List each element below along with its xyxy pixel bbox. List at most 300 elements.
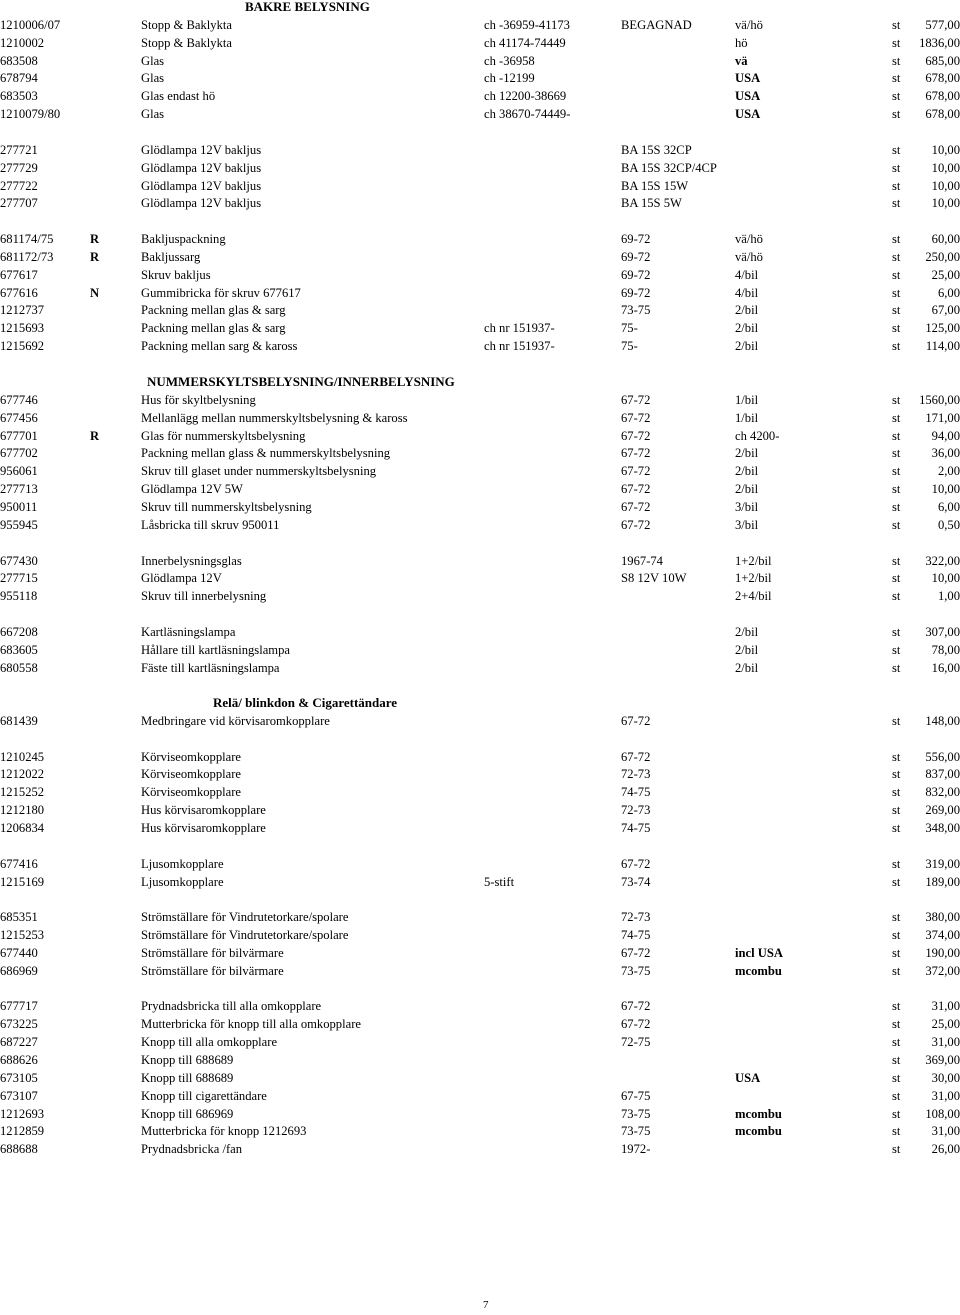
model-year: BA 15S 15W — [621, 178, 689, 193]
unit: st — [892, 1070, 901, 1085]
part-number: 683508 — [0, 53, 38, 68]
part-number: 1215169 — [0, 874, 45, 889]
table-row — [0, 409, 960, 427]
unit: st — [892, 142, 901, 157]
model-year: 67-72 — [621, 392, 651, 407]
note: 2/bil — [735, 660, 759, 675]
table-row — [0, 230, 960, 248]
model-year: 74-75 — [621, 820, 651, 835]
price: 678,00 — [925, 71, 960, 86]
chassis-range: ch -36959-41173 — [484, 17, 570, 32]
price: 190,00 — [925, 945, 960, 960]
price: 148,00 — [925, 713, 960, 728]
unit: st — [892, 660, 901, 675]
price: 67,00 — [931, 303, 960, 318]
model-year: 67-72 — [621, 482, 651, 497]
part-number: 688688 — [0, 1142, 38, 1157]
price: 16,00 — [931, 660, 960, 675]
unit: st — [892, 410, 901, 425]
unit: st — [892, 945, 901, 960]
description: Glödlampa 12V 5W — [141, 482, 243, 497]
unit: st — [892, 928, 901, 943]
part-number: 688626 — [0, 1053, 38, 1067]
price: 6,00 — [937, 285, 960, 300]
price: 31,00 — [931, 999, 960, 1014]
part-number: 1212693 — [0, 1106, 45, 1121]
price: 78,00 — [931, 642, 960, 657]
table-row — [0, 498, 960, 516]
unit: st — [892, 499, 901, 514]
unit: st — [892, 785, 901, 800]
table-row — [0, 908, 960, 926]
description: Stopp & Baklykta — [141, 35, 232, 50]
description: Körviseomkopplare — [141, 767, 242, 782]
unit: st — [892, 232, 901, 247]
part-number: 681172/73 — [0, 249, 54, 264]
model-year: 67-72 — [621, 499, 651, 514]
description: Prydnadsbricka till alla omkopplare — [141, 999, 322, 1014]
chassis-range: ch nr 151937- — [484, 339, 555, 354]
price: 10,00 — [931, 160, 960, 175]
table-row — [0, 16, 960, 34]
table-row — [0, 855, 960, 873]
part-number: 277715 — [0, 571, 38, 586]
description: Glödlampa 12V bakljus — [141, 142, 262, 157]
chassis-range: ch 12200-38669 — [484, 89, 567, 104]
unit: st — [892, 446, 901, 461]
description: Glas för nummerskyltsbelysning — [141, 428, 306, 443]
price: 171,00 — [925, 410, 960, 425]
description: Körviseomkopplare — [141, 785, 242, 800]
note: mcombu — [735, 1106, 782, 1121]
note: vä/hö — [735, 249, 763, 264]
description: Mellanlägg mellan nummerskyltsbelysning & kaross — [141, 410, 408, 425]
model-year: 67-72 — [621, 1017, 651, 1032]
unit: st — [892, 767, 901, 782]
table-row — [0, 427, 960, 445]
unit: st — [892, 71, 901, 86]
unit: st — [892, 321, 901, 336]
unit: st — [892, 267, 901, 282]
description: Gummibricka för skruv 677617 — [141, 285, 301, 300]
note: USA — [735, 1070, 761, 1085]
description: Strömställare för Vindrutetorkare/spolare — [141, 910, 349, 925]
unit: st — [892, 1142, 901, 1157]
note: hö — [735, 35, 748, 50]
model-year: 73-75 — [621, 303, 651, 318]
price: 678,00 — [925, 89, 960, 104]
model-year: 74-75 — [621, 928, 651, 943]
price: 10,00 — [931, 482, 960, 497]
model-year: 73-75 — [621, 963, 651, 978]
table-row — [0, 462, 960, 480]
description: Glas — [141, 53, 165, 68]
part-number: 1210006/07 — [0, 17, 61, 32]
description: Skruv bakljus — [141, 267, 211, 282]
unit: st — [892, 1035, 901, 1050]
note: 1+2/bil — [735, 553, 772, 568]
price: 374,00 — [925, 928, 960, 943]
table-row — [0, 284, 960, 302]
description: Knopp till 686969 — [141, 1106, 234, 1121]
part-number: 677701 — [0, 428, 38, 443]
table-row — [0, 1140, 960, 1158]
model-year: 1972- — [621, 1142, 651, 1157]
description: Glas endast hö — [141, 89, 216, 104]
price: 10,00 — [931, 142, 960, 157]
table-row — [0, 391, 960, 409]
part-number: 1215693 — [0, 321, 45, 336]
model-year: 67-72 — [621, 410, 651, 425]
unit: st — [892, 820, 901, 835]
price: 26,00 — [931, 1142, 960, 1157]
unit: st — [892, 178, 901, 193]
table-row — [0, 1105, 960, 1123]
model-year: 75- — [621, 339, 638, 354]
flag-code: R — [90, 428, 100, 443]
chassis-range: 5-stift — [484, 874, 515, 889]
price: 319,00 — [925, 856, 960, 871]
description: Innerbelysningsglas — [141, 553, 242, 568]
part-number: 1206834 — [0, 820, 45, 835]
note: 2/bil — [735, 642, 759, 657]
description: Skruv till glaset under nummerskyltsbelysning — [141, 464, 377, 479]
price: 1,00 — [937, 589, 960, 604]
unit: st — [892, 482, 901, 497]
part-number: 677430 — [0, 553, 38, 568]
model-year: 67-72 — [621, 749, 651, 764]
note: 2/bil — [735, 464, 759, 479]
table-row — [0, 641, 960, 659]
table-row — [0, 569, 960, 587]
model-year: 67-72 — [621, 856, 651, 871]
part-number: 677746 — [0, 392, 38, 407]
model-year: BA 15S 32CP — [621, 142, 692, 157]
table-row — [0, 659, 960, 677]
unit: st — [892, 803, 901, 818]
unit: st — [892, 89, 901, 104]
unit: st — [892, 999, 901, 1014]
unit: st — [892, 874, 901, 889]
unit: st — [892, 428, 901, 443]
description: Skruv till innerbelysning — [141, 589, 267, 604]
description: Glas — [141, 71, 165, 86]
description: Låsbricka till skruv 950011 — [141, 517, 280, 532]
table-row — [0, 105, 960, 123]
unit: st — [892, 517, 901, 532]
table-row — [0, 765, 960, 783]
model-year: 69-72 — [621, 249, 651, 264]
price: 577,00 — [925, 17, 960, 32]
description: Kartläsningslampa — [141, 624, 236, 639]
note: mcombu — [735, 1124, 782, 1139]
price: 307,00 — [925, 624, 960, 639]
table-row — [0, 34, 960, 52]
table-row — [0, 319, 960, 337]
model-year: 73-74 — [621, 874, 651, 889]
price: 380,00 — [925, 910, 960, 925]
price: 30,00 — [931, 1070, 960, 1085]
price: 108,00 — [925, 1106, 960, 1121]
description: Glödlampa 12V bakljus — [141, 160, 262, 175]
part-number: 680558 — [0, 660, 38, 675]
price: 269,00 — [925, 803, 960, 818]
part-number: 1212737 — [0, 303, 45, 318]
part-number: 683503 — [0, 89, 38, 104]
table-row — [0, 337, 960, 355]
note: ch 4200- — [735, 428, 780, 443]
table-row — [0, 1015, 960, 1033]
chassis-range: ch 41174-74449 — [484, 35, 566, 50]
model-year: 73-75 — [621, 1106, 651, 1121]
price: 10,00 — [931, 196, 960, 211]
price: 31,00 — [931, 1124, 960, 1139]
price: 1836,00 — [919, 35, 960, 50]
table-row — [0, 997, 960, 1015]
table-row — [0, 1087, 960, 1105]
part-number: 955945 — [0, 517, 38, 532]
table-row — [0, 748, 960, 766]
chassis-range: ch -36958 — [484, 53, 535, 68]
model-year: 69-72 — [621, 285, 651, 300]
price: 114,00 — [925, 339, 960, 354]
description: Glödlampa 12V — [141, 571, 222, 586]
table-row — [0, 783, 960, 801]
part-number: 677717 — [0, 999, 38, 1014]
part-number: 950011 — [0, 499, 38, 514]
unit: st — [892, 1088, 901, 1103]
part-number: 1215253 — [0, 928, 45, 943]
price: 189,00 — [925, 874, 960, 889]
table-row — [0, 1051, 960, 1069]
description: Medbringare vid körvisaromkopplare — [141, 713, 330, 728]
note: 1+2/bil — [735, 571, 772, 586]
table-row — [0, 444, 960, 462]
part-number: 681174/75 — [0, 232, 54, 247]
note: 4/bil — [735, 285, 759, 300]
unit: st — [892, 642, 901, 657]
description: Hållare till kartläsningslampa — [141, 642, 290, 657]
unit: st — [892, 107, 901, 122]
chassis-range: ch -12199 — [484, 71, 535, 86]
price: 837,00 — [925, 767, 960, 782]
note: 2/bil — [735, 446, 759, 461]
unit: st — [892, 749, 901, 764]
description: Strömställare för Vindrutetorkare/spolare — [141, 928, 349, 943]
unit: st — [892, 285, 901, 300]
price: 31,00 — [931, 1088, 960, 1103]
part-number: 677702 — [0, 446, 38, 461]
part-number: 1210002 — [0, 35, 45, 50]
part-number: 1212180 — [0, 803, 45, 818]
description: Prydnadsbricka /fan — [141, 1142, 243, 1157]
price: 1560,00 — [919, 392, 960, 407]
description: Glödlampa 12V bakljus — [141, 196, 262, 211]
note: USA — [735, 107, 761, 122]
description: Glödlampa 12V bakljus — [141, 178, 262, 193]
unit: st — [892, 53, 901, 68]
price: 348,00 — [925, 820, 960, 835]
table-row — [0, 962, 960, 980]
price: 10,00 — [931, 571, 960, 586]
part-number: 1210245 — [0, 749, 45, 764]
table-row — [0, 52, 960, 70]
part-number: 677456 — [0, 410, 38, 425]
price: 94,00 — [931, 428, 960, 443]
model-year: 72-73 — [621, 910, 651, 925]
description: Ljusomkopplare — [141, 856, 224, 871]
description: Knopp till alla omkopplare — [141, 1035, 278, 1050]
description: Packning mellan sarg & kaross — [141, 339, 298, 354]
section-title: NUMMERSKYLTSBELYSNING/INNERBELYSNING — [147, 374, 455, 389]
table-row — [0, 873, 960, 891]
description: Packning mellan glass & nummerskyltsbelysning — [141, 446, 391, 461]
table-row — [0, 159, 960, 177]
flag-code: R — [90, 232, 100, 247]
table-row — [0, 1033, 960, 1051]
model-year: 67-72 — [621, 464, 651, 479]
description: Knopp till 688689 — [141, 1053, 234, 1067]
flag-code: N — [90, 285, 100, 300]
unit: st — [892, 464, 901, 479]
chassis-range: ch 38670-74449- — [484, 107, 571, 122]
unit: st — [892, 392, 901, 407]
model-year: BA 15S 32CP/4CP — [621, 160, 717, 175]
price: 6,00 — [937, 499, 960, 514]
part-number: 687227 — [0, 1035, 38, 1050]
part-number: 681439 — [0, 713, 38, 728]
description: Stopp & Baklykta — [141, 17, 232, 32]
price: 36,00 — [931, 446, 960, 461]
note: 1/bil — [735, 392, 759, 407]
note: 2/bil — [735, 482, 759, 497]
model-year: 72-73 — [621, 803, 651, 818]
description: Fäste till kartläsningslampa — [141, 660, 280, 675]
unit: st — [892, 196, 901, 211]
note: 2/bil — [735, 303, 759, 318]
description: Glas — [141, 107, 165, 122]
part-number: 678794 — [0, 71, 38, 86]
price: 2,00 — [937, 464, 960, 479]
note: 2/bil — [735, 339, 759, 354]
model-year: 67-72 — [621, 945, 651, 960]
section-title: BAKRE BELYSNING — [245, 0, 370, 14]
table-row — [0, 801, 960, 819]
table-row — [0, 1122, 960, 1140]
price: 369,00 — [925, 1053, 960, 1067]
unit: st — [892, 35, 901, 50]
part-number: 955118 — [0, 589, 38, 604]
price: 31,00 — [931, 1035, 960, 1050]
unit: st — [892, 1053, 901, 1067]
price: 685,00 — [925, 53, 960, 68]
note: 3/bil — [735, 499, 759, 514]
unit: st — [892, 589, 901, 604]
part-number: 1212859 — [0, 1124, 45, 1139]
table-row — [0, 623, 960, 641]
description: Hus för skyltbelysning — [141, 392, 256, 407]
price: 832,00 — [925, 785, 960, 800]
model-year: S8 12V 10W — [621, 571, 687, 586]
table-row — [0, 194, 960, 212]
part-number: 683605 — [0, 642, 38, 657]
part-number: 277721 — [0, 142, 38, 157]
part-number: 277729 — [0, 160, 38, 175]
description: Skruv till nummerskyltsbelysning — [141, 499, 312, 514]
part-number: 1210079/80 — [0, 107, 61, 122]
table-row — [0, 1069, 960, 1087]
model-year: 72-75 — [621, 1035, 651, 1050]
price: 25,00 — [931, 1017, 960, 1032]
chassis-range: ch nr 151937- — [484, 321, 555, 336]
unit: st — [892, 160, 901, 175]
model-year: 72-73 — [621, 767, 651, 782]
price: 125,00 — [925, 321, 960, 336]
table-row — [0, 177, 960, 195]
description: Knopp till cigarettändare — [141, 1088, 267, 1103]
unit: st — [892, 713, 901, 728]
model-year: 67-75 — [621, 1088, 651, 1103]
model-year: BA 15S 5W — [621, 196, 682, 211]
description: Hus körvisaromkopplare — [141, 803, 266, 818]
model-year: 67-72 — [621, 713, 651, 728]
unit: st — [892, 249, 901, 264]
table-row — [0, 552, 960, 570]
description: Bakljussarg — [141, 249, 201, 264]
model-year: 67-72 — [621, 428, 651, 443]
model-year: 67-72 — [621, 999, 651, 1014]
description: Knopp till 688689 — [141, 1070, 234, 1085]
part-number: 686969 — [0, 963, 38, 978]
table-row — [0, 69, 960, 87]
description: Hus körvisaromkopplare — [141, 820, 266, 835]
description: Körviseomkopplare — [141, 749, 242, 764]
table-row — [0, 712, 960, 730]
table-row — [0, 926, 960, 944]
part-number: 667208 — [0, 624, 38, 639]
part-number: 277713 — [0, 482, 38, 497]
part-number: 956061 — [0, 464, 38, 479]
price: 678,00 — [925, 107, 960, 122]
note: mcombu — [735, 963, 782, 978]
table-row — [0, 248, 960, 266]
model-year: 67-72 — [621, 517, 651, 532]
part-number: 673105 — [0, 1070, 38, 1085]
table-row — [0, 587, 960, 605]
note: 2/bil — [735, 321, 759, 336]
note: vä/hö — [735, 17, 763, 32]
table-row — [0, 480, 960, 498]
table-row — [0, 266, 960, 284]
part-number: 677440 — [0, 945, 38, 960]
table-row — [0, 944, 960, 962]
note: 4/bil — [735, 267, 759, 282]
part-number: 277707 — [0, 196, 38, 211]
note: vä/hö — [735, 232, 763, 247]
section-title: Relä/ blinkdon & Cigarettändare — [213, 695, 398, 710]
model-year: 69-72 — [621, 267, 651, 282]
note: 2+4/bil — [735, 589, 772, 604]
price: 322,00 — [925, 553, 960, 568]
table-row — [0, 516, 960, 534]
unit: st — [892, 1106, 901, 1121]
note: 1/bil — [735, 410, 759, 425]
unit: st — [892, 1124, 901, 1139]
note: 2/bil — [735, 624, 759, 639]
table-row — [0, 141, 960, 159]
unit: st — [892, 553, 901, 568]
description: Strömställare för bilvärmare — [141, 963, 284, 978]
